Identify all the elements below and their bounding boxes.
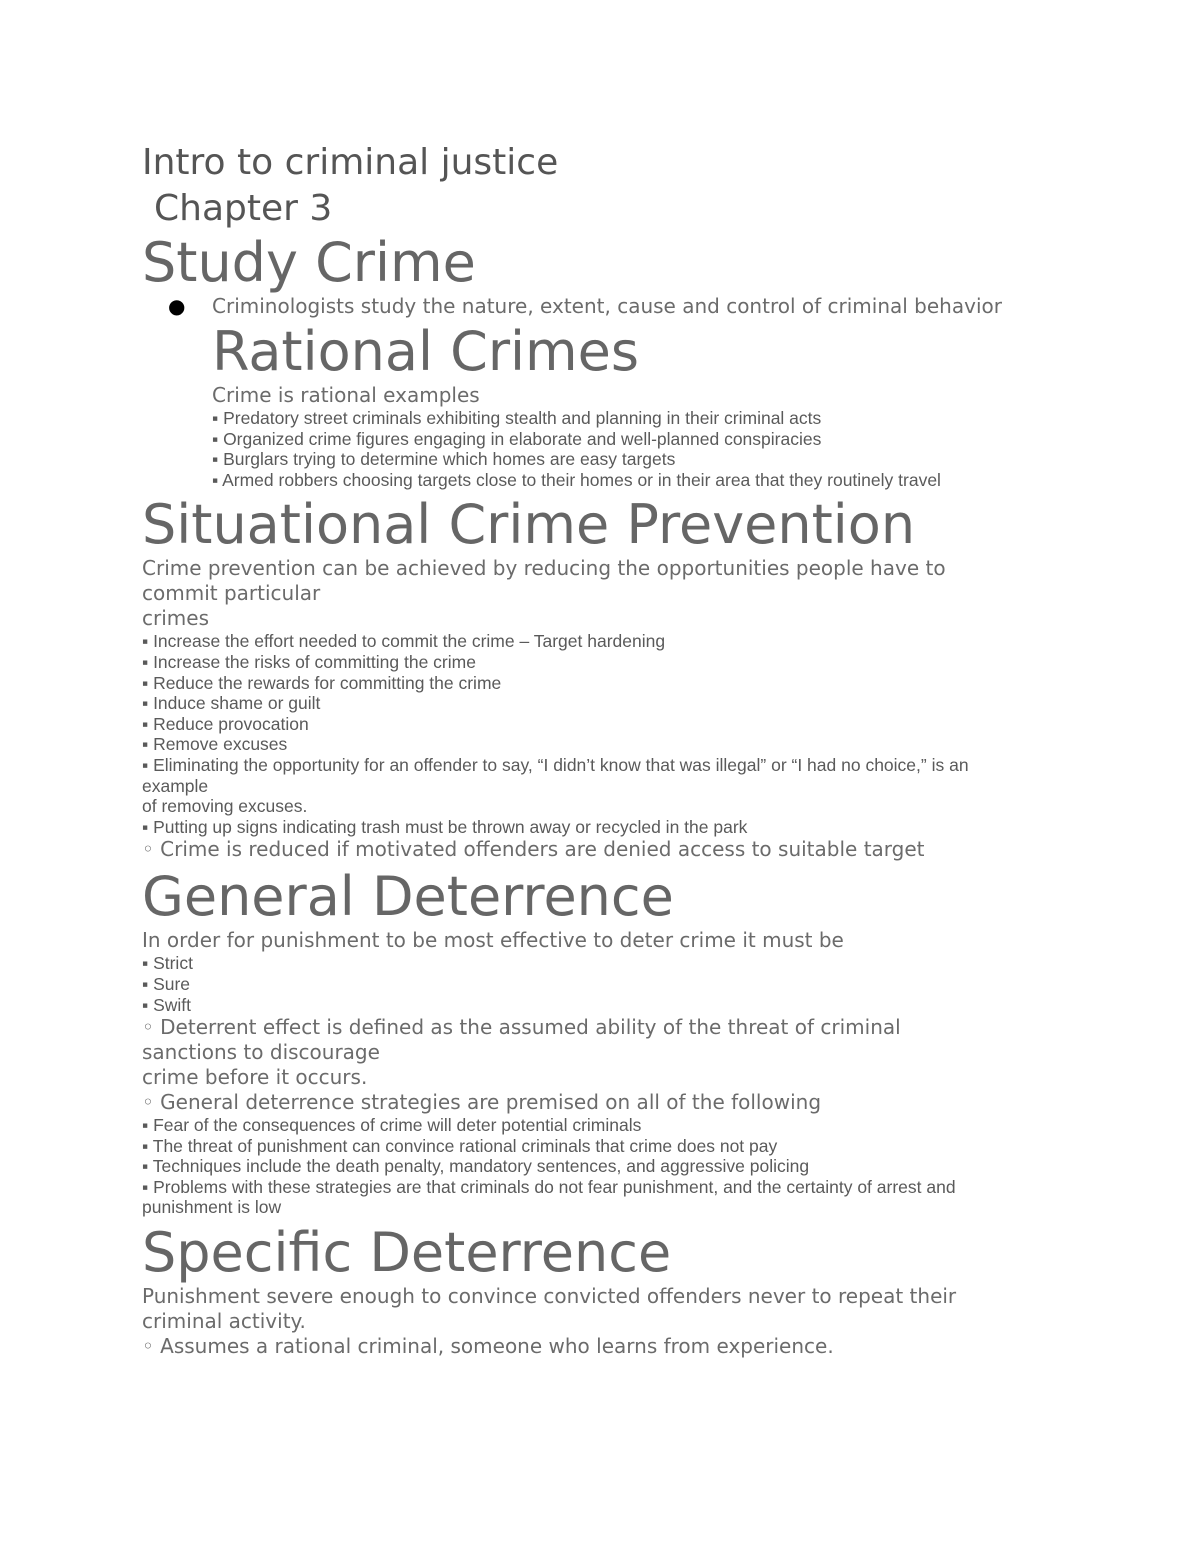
- list-item: ▪ Strict: [142, 953, 193, 974]
- study-crime-bullet-text: Criminologists study the nature, extent, cause and control of criminal behavior: [212, 294, 1002, 318]
- rational-crimes-section: [212, 321, 1072, 490]
- heading-study-crime: Study Crime: [142, 231, 476, 294]
- list-item-cont: of removing excuses.: [142, 796, 308, 817]
- sub-point-cont: crime before it occurs.: [142, 1065, 368, 1090]
- list-item: ▪ Swift: [142, 994, 191, 1015]
- specific-intro: Punishment severe enough to convince convicted offenders never to repeat their criminal activity.: [142, 1284, 957, 1334]
- heading-specific-deterrence: Specific Deterrence: [142, 1221, 672, 1285]
- list-item: ▪ Problems with these strategies are that criminals do not fear punishment, and the certainty of arrest and: [142, 1176, 956, 1197]
- bullet-icon: ●: [168, 294, 186, 318]
- document-title: Intro to criminal justice: [142, 142, 559, 183]
- heading-general-deterrence: General Deterrence: [142, 865, 674, 929]
- sub-point: ◦ General deterrence strategies are premised on all of the following: [142, 1090, 822, 1115]
- list-item: ▪ Induce shame or guilt: [142, 693, 321, 714]
- list-item: [168, 294, 1072, 319]
- list-item: ▪ Organized crime figures engaging in elaborate and well-planned conspiracies: [212, 428, 822, 449]
- situational-intro-cont: crimes: [142, 606, 209, 631]
- list-item: ▪ Remove excuses: [142, 734, 288, 755]
- heading-rational-crimes: Rational Crimes: [212, 320, 639, 383]
- chapter-label: Chapter 3: [154, 188, 333, 229]
- list-item: ▪ Reduce the rewards for committing the crime: [142, 672, 502, 693]
- list-item: ▪ Sure: [142, 973, 191, 994]
- sub-point: ◦ Deterrent effect is defined as the assumed ability of the threat of criminal sanctions to discourage: [142, 1015, 901, 1065]
- list-item: ▪ Fear of the consequences of crime will deter potential criminals: [142, 1115, 642, 1136]
- general-intro: In order for punishment to be most effective to deter crime it must be: [142, 928, 844, 953]
- sub-point: ◦ Assumes a rational criminal, someone who learns from experience.: [142, 1334, 834, 1359]
- document-page: [142, 140, 1072, 1359]
- list-item: ▪ Predatory street criminals exhibiting stealth and planning in their criminal acts: [212, 408, 822, 428]
- situational-intro: Crime prevention can be achieved by reducing the opportunities people have to commit particular: [142, 556, 946, 606]
- list-item: ▪ The threat of punishment can convince rational criminals that crime does not pay: [142, 1135, 778, 1156]
- list-item-cont: punishment is low: [142, 1197, 282, 1218]
- list-item: ▪ Burglars trying to determine which homes are easy targets: [212, 449, 676, 470]
- heading-situational-crime-prevention: Situational Crime Prevention: [142, 493, 916, 557]
- list-item: ▪ Putting up signs indicating trash must be thrown away or recycled in the park: [142, 816, 748, 837]
- rational-intro: Crime is rational examples: [212, 383, 480, 407]
- list-item: ▪ Armed robbers choosing targets close to their homes or in their area that they routinely travel: [212, 469, 941, 490]
- sub-point: ◦ Crime is reduced if motivated offenders are denied access to suitable target: [142, 837, 925, 862]
- list-item: ▪ Techniques include the death penalty, mandatory sentences, and aggressive policing: [142, 1156, 810, 1177]
- list-item: ▪ Reduce provocation: [142, 713, 309, 734]
- list-item: ▪ Increase the effort needed to commit the crime – Target hardening: [142, 631, 666, 652]
- list-item: ▪ Eliminating the opportunity for an offender to say, “I didn’t know that was illegal” or “I had no choice,” is an example: [142, 754, 969, 796]
- list-item: ▪ Increase the risks of committing the crime: [142, 651, 476, 672]
